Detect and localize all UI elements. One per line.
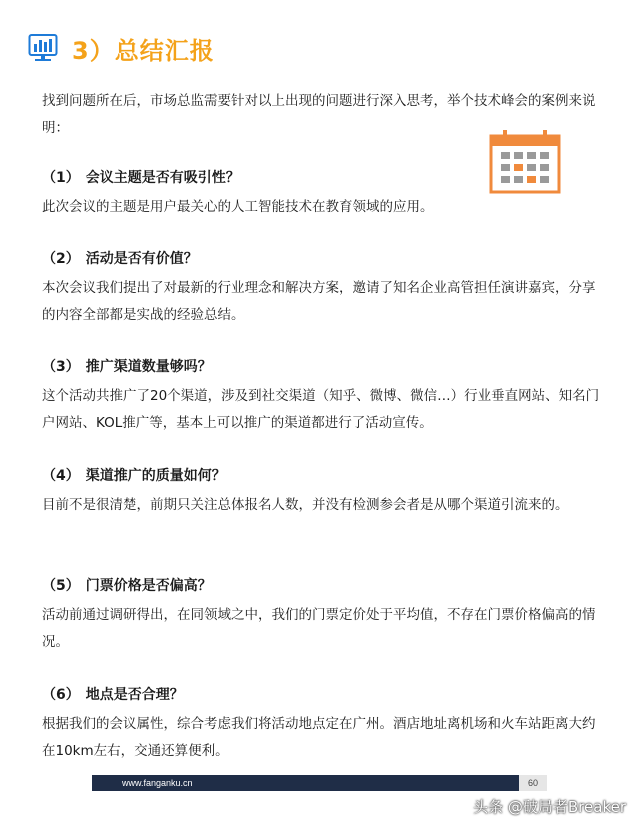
section-5: [42, 576, 607, 656]
section-6: [42, 685, 607, 765]
answer-text: 本次会议我们提出了对最新的行业理念和解决方案，邀请了知名企业高管担任演讲嘉宾，分享的内容全部都是实战的经验总结。: [42, 280, 596, 323]
page-footer: [92, 775, 547, 791]
intro-paragraph: 找到问题所在后，市场总监需要针对以上出现的问题进行深入思考，举个技术峰会的案例来说明：: [42, 93, 596, 136]
footer-url: www.fanganku.cn: [122, 778, 193, 788]
answer-text: 这个活动共推广了20个渠道，涉及到社交渠道（知乎、微博、微信…）行业垂直网站、知名门户网站、KOL推广等，基本上可以推广的渠道都进行了活动宣传。: [42, 388, 600, 431]
question-heading: （6） 地点是否合理？: [42, 687, 184, 703]
question-heading: （2） 活动是否有价值？: [42, 251, 198, 267]
question-heading: （4） 渠道推广的质量如何？: [42, 468, 226, 484]
section-4: [42, 466, 607, 519]
question-heading: （1） 会议主题是否有吸引性？: [42, 170, 240, 186]
answer-text: 根据我们的会议属性，综合考虑我们将活动地点定在广州。酒店地址离机场和火车站距离大约在10km左右，交通还算便利。: [42, 716, 596, 759]
watermark: 头条 @破局者Breaker: [473, 798, 626, 816]
answer-text: 目前不是很清楚，前期只关注总体报名人数，并没有检测参会者是从哪个渠道引流来的。: [42, 497, 569, 513]
answer-text: 活动前通过调研得出，在同领域之中，我们的门票定价处于平均值，不存在门票价格偏高的情况。: [42, 607, 596, 650]
section-2: [42, 249, 607, 329]
page-number: 60: [519, 775, 547, 791]
section-header: [28, 30, 215, 66]
question-heading: （3） 推广渠道数量够吗？: [42, 359, 212, 375]
bar-chart-monitor-icon: [28, 33, 58, 63]
section-3: [42, 357, 607, 437]
page-title: 3）总结汇报: [72, 36, 215, 65]
answer-text: 此次会议的主题是用户最关心的人工智能技术在教育领域的应用。: [42, 199, 434, 215]
section-1: [42, 168, 607, 221]
question-heading: （5） 门票价格是否偏高？: [42, 578, 212, 594]
